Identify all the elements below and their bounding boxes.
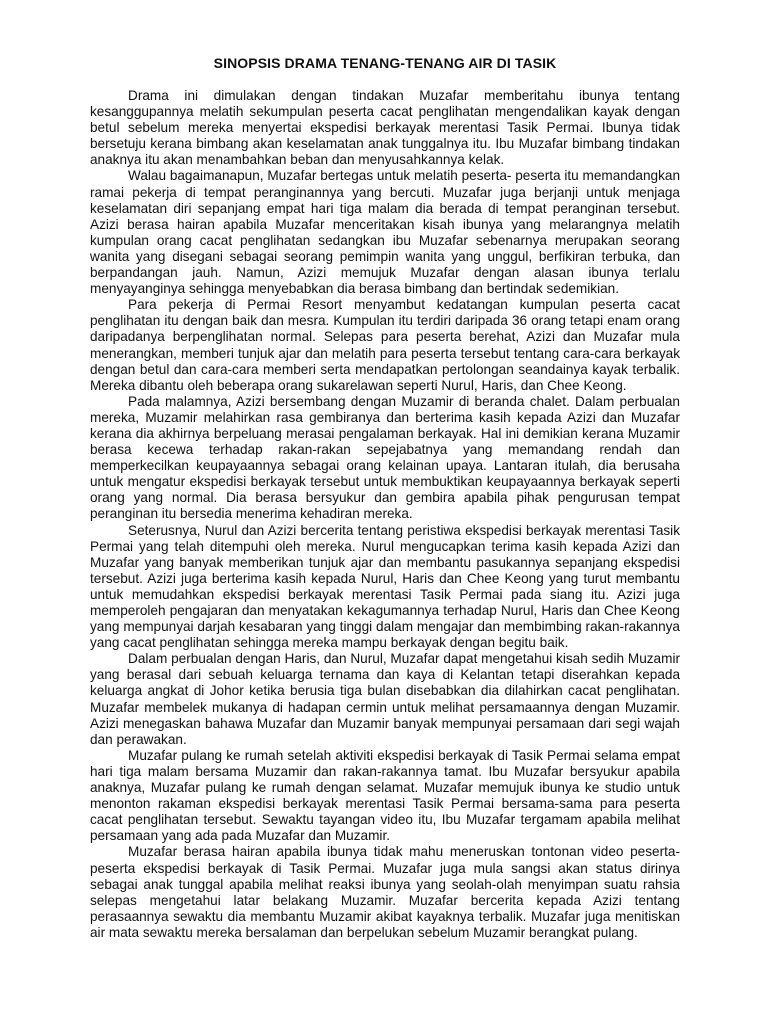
paragraph-6: Dalam perbualan dengan Haris, dan Nurul, Muzafar dapat mengetahui kisah sedih Muzamir yang berasal dari sebuah keluarga ternama dan kaya di Kelantan tetapi diserahkan kepada keluarga angkat di Johor ketika berusia tiga bulan disebabkan dia dilahirkan cacat penglihatan. Muzafar membelek mukanya di hadapan cermin untuk melihat persamaannya dengan Muzamir. Azizi menegaskan bahawa Muzafar dan Muzamir banyak mempunyai persamaan dari segi wajah dan perawakan. <box>90 651 680 747</box>
paragraph-7: Muzafar pulang ke rumah setelah aktiviti ekspedisi berkayak di Tasik Permai selama empat hari tiga malam bersama Muzamir dan rakan-rakannya tamat. Ibu Muzafar bersyukur apabila anaknya, Muzafar pulang ke rumah dengan selamat. Muzafar memujuk ibunya ke studio untuk menonton rakaman ekspedisi berkayak merentasi Tasik Permai bersama-sama para peserta cacat penglihatan tersebut. Sewaktu tayangan video itu, Ibu Muzafar tergamam apabila melihat persamaan yang ada pada Muzafar dan Muzamir. <box>90 747 680 844</box>
paragraph-4: Pada malamnya, Azizi bersembang dengan Muzamir di beranda chalet. Dalam perbualan mereka, Muzamir melahirkan rasa gembiranya dan berterima kasih kepada Azizi dan Muzafar kerana dia akhirnya berpeluang merasai pengalaman berkayak. Hal ini demikian kerana Muzamir berasa kecewa terhadap rakan-rakan sepejabatnya yang memandang rendah dan memperkecilkan keupayaannya sebagai orang kelainan upaya. Lantaran itulah, dia berusaha untuk mengatur ekspedisi berkayak tersebut untuk membuktikan keupayaannya berkayak seperti orang yang normal. Dia berasa bersyukur dan gembira apabila pihak pengurusan tempat peranginan itu bersedia menerima kehadiran mereka. <box>90 393 680 522</box>
paragraph-2: Walau bagaimanapun, Muzafar bertegas untuk melatih peserta- peserta itu memandangkan ramai pekerja di tempat peranginannya yang bercuti. Muzafar juga berjanji untuk menjaga keselamatan diri sepanjang empat hari tiga malam dia berada di tempat peranginan tersebut. Azizi berasa hairan apabila Muzafar menceritakan kisah ibunya yang melarangnya melatih kumpulan orang cacat penglihatan sedangkan ibu Muzafar sebenarnya merupakan seorang wanita yang disegani sebagai seorang pemimpin wanita yang unggul, berfikiran terbuka, dan berpandangan jauh. Namun, Azizi memujuk Muzafar dengan alasan ibunya terlalu menyayanginya sehingga menyebabkan dia berasa bimbang dan bertindak sedemikian. <box>90 168 680 297</box>
paragraph-1: Drama ini dimulakan dengan tindakan Muzafar memberitahu ibunya tentang kesanggupannya melatih sekumpulan peserta cacat penglihatan mengendalikan kayak dengan betul sebelum mereka menyertai ekspedisi berkayak merentasi Tasik Permai. Ibunya tidak bersetuju kerana bimbang akan keselamatan anak tunggalnya itu. Ibu Muzafar bimbang tindakan anaknya itu akan menambahkan beban dan menyusahkannya kelak. <box>90 88 680 168</box>
paragraph-5: Seterusnya, Nurul dan Azizi bercerita tentang peristiwa ekspedisi berkayak merentasi Tasik Permai yang telah ditempuhi oleh mereka. Nurul mengucapkan terima kasih kepada Azizi dan Muzafar yang banyak memberikan tunjuk ajar dan membantu pasukannya sepanjang ekspedisi tersebut. Azizi juga berterima kasih kepada Nurul, Haris dan Chee Keong yang turut membantu untuk memudahkan ekspedisi berkayak merentasi Tasik Permai pada siang itu. Azizi juga memperoleh pengajaran dan menyatakan kekagumannya terhadap Nurul, Haris dan Chee Keong yang mempunyai darjah kesabaran yang tinggi dalam mengajar dan membimbing rakan-rakannya yang cacat penglihatan sehingga mereka mampu berkayak dengan begitu baik. <box>90 522 680 651</box>
document-page <box>90 54 680 941</box>
document-title: SINOPSIS DRAMA TENANG-TENANG AIR DI TASIK <box>213 55 557 71</box>
paragraph-3: Para pekerja di Permai Resort menyambut kedatangan kumpulan peserta cacat penglihatan itu dengan baik dan mesra. Kumpulan itu terdiri daripada 36 orang tetapi enam orang daripadanya berpenglihatan normal. Selepas para peserta berehat, Azizi dan Muzafar mula menerangkan, memberi tunjuk ajar dan melatih para peserta tersebut tentang cara-cara berkayak dengan betul dan cara-cara memberi serta mendapatkan pertolongan seandainya kayak terbalik. Mereka dibantu oleh beberapa orang sukarelawan seperti Nurul, Haris, dan Chee Keong. <box>90 297 680 393</box>
paragraph-8: Muzafar berasa hairan apabila ibunya tidak mahu meneruskan tontonan video peserta-peserta ekspedisi berkayak di Tasik Permai. Muzafar juga mula sangsi akan status dirinya sebagai anak tunggal apabila melihat reaksi ibunya yang seolah-olah menyimpan suatu rahsia selepas mengetahui latar belakang Muzamir. Muzafar bercerita kepada Azizi tentang perasaannya sewaktu dia membantu Muzamir akibat kayaknya terbalik. Muzafar juga menitiskan air mata sewaktu mereka bersalaman dan berpelukan sebelum Muzamir berangkat pulang. <box>90 844 680 940</box>
